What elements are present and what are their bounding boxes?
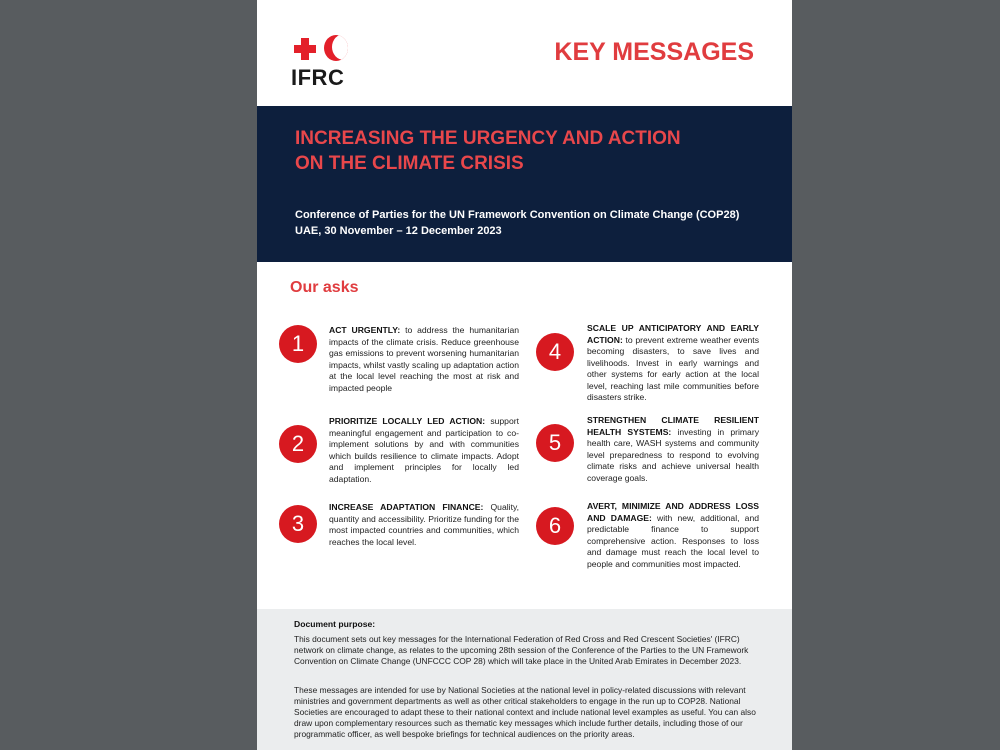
title-line-2: ON THE CLIMATE CRISIS bbox=[295, 153, 524, 174]
ask-body: investing in primary health care, WASH systems and community level preparedness to respond to evolving climate risks and achieve universal health coverage goals. bbox=[587, 426, 759, 483]
ifrc-logo bbox=[291, 35, 351, 90]
purpose-paragraph-1: This document sets out key messages for the International Federation of Red Cross and Red Crescent Societies' (IFRC) network on climate change, as relates to the upcoming 28th session of the Conference of the Parties to the UN Framework Convention on Climate Change (UNFCCC COP 28) which will take place in the United Arab Emirates in December 2023. bbox=[294, 634, 749, 666]
title-banner bbox=[257, 106, 792, 262]
document-type-title: KEY MESSAGES bbox=[554, 38, 754, 66]
ask-item-3 bbox=[279, 502, 529, 582]
ask-title: AVERT, MINIMIZE AND ADDRESS LOSS AND DAMAGE: bbox=[587, 501, 759, 523]
ask-body: support meaningful engagement and participation to co-implement solutions by and with communities which builds resilience to climate impacts. Adopt and implement principles for locally led adaptation. bbox=[329, 416, 519, 484]
ask-title: ACT URGENTLY: bbox=[329, 325, 401, 335]
title-line-1: INCREASING THE URGENCY AND ACTION bbox=[295, 128, 681, 149]
ask-number-badge: 2 bbox=[279, 425, 317, 463]
ask-title: SCALE UP ANTICIPATORY AND EARLY ACTION: bbox=[587, 323, 759, 345]
document-title bbox=[295, 126, 765, 176]
ask-title: PRIORITIZE LOCALLY LED ACTION: bbox=[329, 416, 486, 426]
ask-text bbox=[329, 416, 519, 485]
purpose-paragraph-2: These messages are intended for use by National Societies at the national level in policy-related discussions with relevant ministries and government departments as well as other critical stakeholders to engage in the run up to COP28. National Societies are encouraged to adapt these to their national context and include national level examples as useful. You can also draw upon complementary resources such as thematic key messages which include further details, including those of our programmatic officer, as well bespoke briefings for technical audiences on the priority areas. bbox=[294, 685, 756, 739]
ask-item-2 bbox=[279, 416, 529, 496]
ask-number-badge: 5 bbox=[536, 424, 574, 462]
subtitle-line-1: Conference of Parties for the UN Framework Convention on Climate Change (COP28) bbox=[295, 209, 740, 221]
ask-body: Quality, quantity and accessibility. Prioritize funding for the most impacted countries and communities, which reaches the local level. bbox=[329, 502, 519, 547]
ask-title: STRENGTHEN CLIMATE RESILIENT HEALTH SYSTEMS: bbox=[587, 415, 759, 437]
document-page bbox=[257, 0, 792, 750]
ask-text bbox=[329, 325, 519, 394]
ask-text bbox=[587, 415, 759, 484]
ask-item-1 bbox=[279, 325, 529, 405]
red-cross-icon bbox=[294, 38, 316, 60]
ask-text bbox=[329, 502, 519, 548]
ask-body: to prevent extreme weather events becoming disasters, to save lives and livelihoods. Invest in early warnings and other systems for early action at the local level, reaching last mile communities before disasters strike. bbox=[587, 334, 759, 402]
ask-number-badge: 1 bbox=[279, 325, 317, 363]
ask-item-6 bbox=[536, 501, 786, 581]
page-header bbox=[257, 0, 792, 106]
ask-title: INCREASE ADAPTATION FINANCE: bbox=[329, 502, 484, 512]
ask-item-4 bbox=[536, 323, 786, 403]
event-subtitle bbox=[295, 207, 775, 239]
ask-body: to address the humanitarian impacts of the climate crisis. Reduce greenhouse gas emissions to prevent worsening humanitarian impacts, whilst vastly scaling up adaptation action at the local level reaching the most at risk and impacted people bbox=[329, 325, 519, 393]
ask-number-badge: 6 bbox=[536, 507, 574, 545]
asks-heading: Our asks bbox=[290, 279, 359, 296]
document-purpose-section bbox=[257, 609, 792, 750]
ask-text bbox=[587, 323, 759, 404]
purpose-title: Document purpose: bbox=[294, 619, 376, 629]
logo-text: IFRC bbox=[291, 65, 345, 90]
red-crescent-icon bbox=[324, 35, 348, 61]
ask-body: with new, additional, and predictable finance to support comprehensive action. Responses to loss and damage must reach the local level to people and communities most impacted. bbox=[587, 512, 759, 569]
ask-item-5 bbox=[536, 415, 786, 495]
ask-number-badge: 4 bbox=[536, 333, 574, 371]
ask-number-badge: 3 bbox=[279, 505, 317, 543]
ask-text bbox=[587, 501, 759, 570]
subtitle-line-2: UAE, 30 November – 12 December 2023 bbox=[295, 225, 502, 237]
